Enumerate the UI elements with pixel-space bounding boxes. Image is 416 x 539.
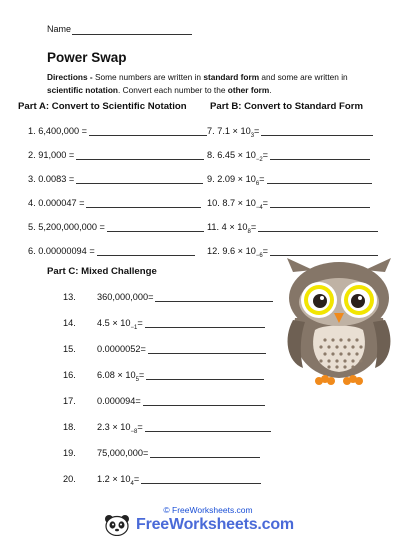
panda-logo-icon — [104, 514, 130, 536]
question-15 — [97, 344, 266, 354]
answer-line[interactable] — [150, 449, 260, 458]
brand-name[interactable]: FreeWorksheets.com — [136, 516, 294, 533]
copyright-symbol: © — [163, 505, 170, 515]
question-number: 19. — [63, 448, 76, 458]
question-base: 6.08 × 10 — [97, 370, 136, 380]
answer-line[interactable] — [155, 293, 273, 302]
question-4 — [28, 198, 201, 208]
answer-line[interactable] — [270, 247, 378, 256]
copyright-link[interactable]: FreeWorksheets.com — [172, 505, 253, 515]
question-equals: = — [133, 474, 140, 484]
question-number: 17. — [63, 396, 76, 406]
answer-line[interactable] — [145, 423, 271, 432]
question-number: 3. — [28, 174, 36, 184]
question-equals: = — [142, 448, 149, 458]
directions-bold-1: standard form — [203, 72, 260, 82]
directions-lead: Directions - — [47, 72, 93, 82]
question-equals: = — [140, 344, 146, 354]
directions-text-2: and some are written in — [259, 72, 348, 82]
question-7: 7. 7.1 × 10 3 = — [207, 126, 373, 136]
answer-line[interactable] — [86, 199, 201, 208]
question-number: 7. — [207, 126, 215, 136]
question-number: 1. — [28, 126, 36, 136]
answer-line[interactable] — [145, 319, 265, 328]
question-14: 4.5 × 10 −1 = — [97, 318, 265, 328]
question-number: 20. — [63, 474, 76, 484]
question-equals: = — [148, 292, 154, 302]
question-base: 6.45 × 10 — [217, 150, 256, 160]
question-number: 5. — [28, 222, 36, 232]
footer-brand — [104, 514, 294, 536]
question-number: 11. — [207, 222, 220, 232]
answer-line[interactable] — [141, 475, 261, 484]
question-value: 0.000047 = — [38, 198, 85, 208]
owl-illustration — [283, 258, 395, 388]
question-equals: = — [138, 370, 145, 380]
answer-line[interactable] — [76, 175, 203, 184]
part-c-title: Part C: Mixed Challenge — [47, 266, 157, 277]
answer-line[interactable] — [97, 247, 195, 256]
question-6 — [28, 246, 195, 256]
question-equals: = — [259, 174, 265, 184]
question-equals: = — [262, 246, 269, 256]
question-base: 360,000,000 — [97, 292, 149, 302]
question-base: 4 × 10 — [221, 222, 248, 232]
name-label: Name — [47, 24, 72, 34]
answer-line[interactable] — [143, 397, 265, 406]
question-equals: = — [250, 222, 257, 232]
answer-line[interactable] — [89, 127, 207, 136]
question-base: 7.1 × 10 — [217, 126, 251, 136]
question-number: 13. — [63, 292, 76, 302]
question-value: 5,200,000,000 = — [38, 222, 105, 232]
directions-bold-3: other form — [227, 84, 270, 95]
answer-line[interactable] — [146, 371, 264, 380]
directions-bold-2: scientific notation — [47, 84, 118, 95]
question-2 — [28, 150, 204, 160]
question-18: 2.3 × 10 −8 = — [97, 422, 271, 432]
question-equals: = — [137, 318, 143, 328]
question-base: 2.3 × 10 — [97, 422, 131, 432]
question-8: 8. 6.45 × 10 −2 = — [207, 150, 370, 160]
question-number: 10. — [207, 198, 220, 208]
question-value: 6,400,000 = — [38, 126, 88, 136]
page-title: Power Swap — [47, 50, 127, 65]
question-value: 0.0083 = — [38, 174, 75, 184]
question-base: 0.000094 — [97, 396, 136, 406]
question-number: 6. — [28, 246, 36, 256]
question-20: 1.2 × 10 4 = — [97, 474, 261, 484]
question-19 — [97, 448, 260, 458]
question-base: 4.5 × 10 — [97, 318, 131, 328]
question-number: 2. — [28, 150, 36, 160]
question-16: 6.08 × 10 5 = — [97, 370, 264, 380]
question-equals: = — [135, 396, 141, 406]
question-equals: = — [262, 198, 269, 208]
question-13 — [97, 292, 273, 302]
question-9: 9. 2.09 × 10 6 = — [207, 174, 372, 184]
question-base: 1.2 × 10 — [97, 474, 131, 484]
question-value: 91,000 = — [38, 150, 75, 160]
answer-line[interactable] — [270, 199, 370, 208]
question-1 — [28, 126, 207, 136]
question-number: 9. — [207, 174, 215, 184]
answer-line[interactable] — [258, 223, 378, 232]
question-base: 2.09 × 10 — [217, 174, 256, 184]
answer-line[interactable] — [76, 151, 204, 160]
question-base: 0.0000052 — [97, 344, 141, 354]
question-base: 8.7 × 10 — [222, 198, 256, 208]
question-equals: = — [137, 422, 143, 432]
question-number: 15. — [63, 344, 76, 354]
question-base: 9.6 × 10 — [222, 246, 256, 256]
question-number: 8. — [207, 150, 215, 160]
question-number: 18. — [63, 422, 76, 432]
answer-line[interactable] — [107, 223, 204, 232]
question-equals: = — [254, 126, 260, 136]
question-base: 75,000,000 — [97, 448, 143, 458]
answer-line[interactable] — [270, 151, 370, 160]
answer-line[interactable] — [261, 127, 373, 136]
directions-text-4: . — [269, 84, 272, 95]
question-equals: = — [262, 150, 269, 160]
question-number: 14. — [63, 318, 76, 328]
question-3 — [28, 174, 203, 184]
part-b-title: Part B: Convert to Standard Form — [210, 101, 363, 112]
question-number: 4. — [28, 198, 36, 208]
name-line[interactable] — [72, 34, 192, 35]
question-11: 11. 4 × 10 8 = — [207, 222, 378, 232]
question-12: 12. 9.6 × 10 −6 = — [207, 246, 378, 256]
directions-text-3: . Convert each number to the — [118, 84, 228, 95]
question-number: 16. — [63, 370, 76, 380]
question-5 — [28, 222, 204, 232]
question-value: 0.00000094 = — [38, 246, 95, 256]
question-17 — [97, 396, 265, 406]
question-10: 10. 8.7 × 10 −4 = — [207, 198, 370, 208]
directions-text-1: Some numbers are written in — [92, 72, 204, 82]
directions — [47, 71, 377, 96]
question-number: 12. — [207, 246, 220, 256]
answer-line[interactable] — [148, 345, 266, 354]
answer-line[interactable] — [267, 175, 372, 184]
part-a-title: Part A: Convert to Scientific Notation — [18, 101, 187, 112]
